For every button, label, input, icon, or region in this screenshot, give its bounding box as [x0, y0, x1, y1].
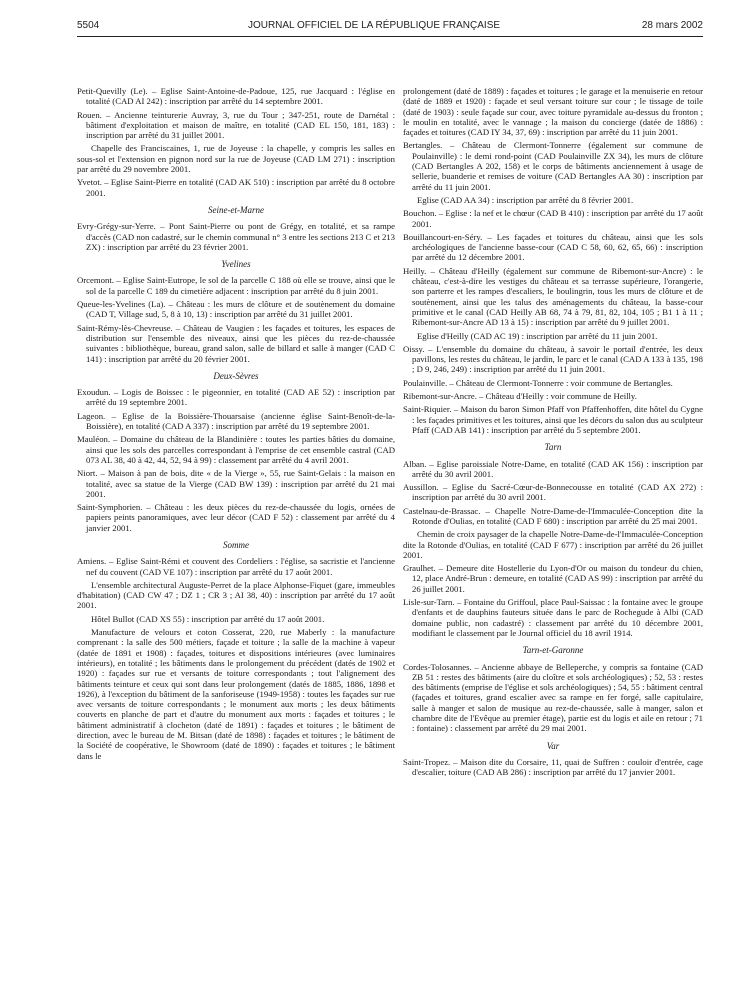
- left-column: [77, 86, 395, 986]
- commune-entry: Exoudun. – Logis de Boissec : le pigeonnier, en totalité (CAD AE 52) : inscription par arrêté du 19 septembre 2001.: [77, 387, 395, 408]
- journal-title: JOURNAL OFFICIEL DE LA RÉPUBLIQUE FRANÇAISE: [247, 20, 501, 31]
- commune-entry: Aussillon. – Eglise du Sacré-Cœur-de-Bonnecousse en totalité (CAD AX 272) : inscription par arrêté du 30 avril 2001.: [403, 482, 703, 503]
- commune-entry: Queue-les-Yvelines (La). – Château : les murs de clôture et de soutènement du domaine (CAD T, Village sud, 5, 8 à 10, 13) : inscription par arrêté du 31 juillet 2001.: [77, 299, 395, 320]
- entry-paragraph: Eglise d'Heilly (CAD AC 19) : inscription par arrêté du 11 juin 2001.: [417, 330, 658, 341]
- commune-entry: Bouillancourt-en-Séry. – Les façades et toitures du château, ainsi que les sols archéologiques de l'ancienne basse-cour (CAD C 58, 60, 62, 65, 66) : inscription par arrêté du 12 décembre 2001.: [403, 231, 703, 263]
- commune-entry: Castelnau-de-Brassac. – Chapelle Notre-Dame-de-l'Immaculée-Conception dite la Rotonde d'Oulias, en totalité (CAD F 680) : inscription par arrêté du 25 mai 2001.: [403, 505, 703, 526]
- department-heading: Tarn-et-Garonne: [522, 645, 584, 656]
- commune-entry: Oissy. – L'ensemble du domaine du château, à savoir le portail d'entrée, les deux pavillons, les restes du château, le jardin, le parc et le canal (CAD A 133 à 135, 198 ; D 9, 246, 249) : inscription par arrêté du 11 juin 2001.: [403, 343, 703, 375]
- department-heading: Somme: [223, 539, 249, 550]
- entry-paragraph: Eglise (CAD AA 34) : inscription par arrêté du 8 février 2001.: [417, 194, 634, 205]
- commune-entry: Heilly. – Château d'Heilly (également sur commune de Ribemont-sur-Ancre) : le château, c'est-à-dire les vestiges du château et sa terrasse supérieure, l'orangerie, son parterre et les rampes d'escaliers, le boulingrin, tous les murs de clôture et de soutènement, ainsi que les talus des aménagements du château, la basse-cour primitive et le canal (CAD Heilly AB 68, 74 à 79, 81, 82, 104, 105 ; B1 1 à 11 ; Ribemont-sur-Ancre AD 13 à 15) : inscription par arrêté du 9 juillet 2001.: [403, 265, 703, 328]
- entry-paragraph: Manufacture de velours et coton Cosserat, 220, rue Maberly : la manufacture comprenant : la salle des 500 métiers, façade et toiture ; la salle de la machine à vapeur (datée de 1891 et 1908) : façades, toitures et dispositions intérieures (avec luminaires intérieurs), en totalité ; les bâtiments dans le prolongement du précédent (datés de 1902 et 1920) : façades sur rue et versants de toiture correspondants ; tout l'alignement des bâtiments teinture et ceux qui sont dans leur prolongement (datés de 1885, 1886, 1898 et 1926), à l'exception du bâtiment de la sanforiseuse (1949-1958) : toutes les façades sur rue avec versants de toiture correspondants ; le monument aux morts ; les deux bâtiments couverts en planche de part et d'autre du monument aux morts : façades et toitures ; le bâtiment administratif à clocheton (daté de 1891) : façades et toitures ; le bâtiment de direction, avec le bureau de M. Bitsan (daté de 1898) : façades et toitures ; le bâtiment de la Société de coopérative, le Showroom (daté de 1890) : façades et toitures ; le bâtiment dans le: [77, 627, 395, 761]
- commune-entry: Rouen. – Ancienne teinturerie Auvray, 3, rue du Tour ; 347-251, route de Darnétal : bâtiment d'exploitation et maison de maître, en totalité (CAD EL 150, 181, 183) : inscription par arrêté du 31 juillet 2001.: [77, 109, 395, 141]
- commune-entry: Saint-Riquier. – Maison du baron Simon Pfaff von Pfaffenhoffen, dite hôtel du Cygne : les façades primitives et les toitures, ainsi que les décors du salon dus au sculpteur Pfaff (CAD AB 141) : inscription par arrêté du 5 septembre 2001.: [403, 404, 703, 435]
- header-rule: [77, 36, 703, 37]
- commune-entry: Yvetot. – Eglise Saint-Pierre en totalité (CAD AK 510) : inscription par arrêté du 8 octobre 2001.: [77, 177, 395, 198]
- commune-entry: Niort. – Maison à pan de bois, dite « de la Vierge », 55, rue Saint-Gelais : la maison en totalité, avec sa statue de la Vierge (CAD BW 139) : inscription par arrêté du 21 mai 2001.: [77, 468, 395, 499]
- commune-entry: Poulainville. – Château de Clermont-Tonnerre : voir commune de Bertangles.: [403, 377, 673, 388]
- commune-entry: Bertangles. – Château de Clermont-Tonnerre (également sur commune de Poulainville) : le demi rond-point (CAD Poulainville ZX 34), les murs de clôture (CAD Bertangles A 202, 158) et le corps de bâtiments anciennement à usage de sellerie, buanderie et remises de voiture (CAD Bertangles AA 30) : inscription par arrêté du 11 juin 2001.: [403, 140, 703, 192]
- commune-entry: Ribemont-sur-Ancre. – Château d'Heilly : voir commune de Heilly.: [403, 391, 637, 402]
- commune-entry: Graulhet. – Demeure dite Hostellerie du Lyon-d'Or ou maison du tondeur du chien, 12, place André-Brun : demeure, en totalité (CAD AS 99) : inscription par arrêté du 26 juillet 2001.: [403, 563, 703, 594]
- issue-date: 28 mars 2002: [641, 20, 703, 31]
- page-number: 5504: [77, 20, 100, 31]
- commune-entry: Petit-Quevilly (Le). – Eglise Saint-Antoine-de-Padoue, 125, rue Jacquard : l'église en totalité (CAD AI 242) : inscription par arrêté du 14 septembre 2001.: [77, 86, 395, 107]
- department-heading: Var: [546, 740, 560, 751]
- right-column: [403, 86, 703, 986]
- commune-entry: Saint-Symphorien. – Château : les deux pièces du rez-de-chaussée du logis, ornées de papiers peints panoramiques, avec leur décor (CAD F 52) : classement par arrêté du 4 janvier 2001.: [77, 502, 395, 533]
- entry-paragraph: prolongement (daté de 1889) : façades et toitures ; le garage et la menuiserie en retour (daté de 1889 et 1920) : façade et seul versant toiture sur cour ; le tissage de toile (daté de 1903) : seule façade sur cour, avec toiture pyramidale au-dessus du fronton ; le moulin en totalité, avec le vannage ; la maison du concierge (datée de 1886) : façades et toitures (CAD IY 34, 37, 69) : inscription par arrêté du 11 juin 2001.: [403, 86, 703, 138]
- department-heading: Tarn: [544, 442, 562, 453]
- department-heading: Deux-Sèvres: [213, 370, 259, 381]
- department-heading: Seine-et-Marne: [208, 204, 264, 215]
- commune-entry: Orcemont. – Eglise Saint-Eutrope, le sol de la parcelle C 188 où elle se trouve, ainsi que le sol de la parcelle C 189 du cimetière adjacent : inscription par arrêté du 8 juin 2001.: [77, 275, 395, 296]
- entry-paragraph: Chapelle des Franciscaines, 1, rue de Joyeuse : la chapelle, y compris les salles en sous-sol et l'extension en pignon nord sur la rue de Joyeuse (CAD LM 271) : inscription par arrêté du 29 novembre 2001.: [77, 143, 395, 175]
- commune-entry: Cordes-Tolosannes. – Ancienne abbaye de Belleperche, y compris sa fontaine (CAD ZB 51 : restes des bâtiments (aire du cloître et sols archéologiques) ; 52, 53 : restes des bâtiments (emprise de l'église et sols archéologiques) ; 54, 55 : bâtiment central (façades et toitures, grand escalier avec sa rampe en fer forgé, salle capitulaire, salle à manger et salon de musique au rez-de-chaussée, salle à manger, salon et chambre dite de l'Evêque au premier étage), partie est du logis et aile en retour ; 71 : fontaine) : classement par arrêté du 29 mai 2001.: [403, 661, 703, 734]
- commune-entry: Alban. – Eglise paroissiale Notre-Dame, en totalité (CAD AK 156) : inscription par arrêté du 30 avril 2001.: [403, 458, 703, 479]
- entry-paragraph: Hôtel Bullot (CAD XS 55) : inscription par arrêté du 17 août 2001.: [91, 613, 325, 624]
- entry-paragraph: Chemin de croix paysager de la chapelle Notre-Dame-de-l'Immaculée-Conception dite la Rotonde d'Oulias, en totalité (CAD F 677) : inscription par arrêté du 26 juillet 2001.: [403, 529, 703, 560]
- commune-entry: Evry-Grégy-sur-Yerre. – Pont Saint-Pierre ou pont de Grégy, en totalité, et sa rampe d'accès (CAD non cadastré, sur le chemin communal n° 3 entre les sections 213 C et 213 ZX) : inscription par arrêté du 23 février 2001.: [77, 221, 395, 252]
- commune-entry: Amiens. – Eglise Saint-Rémi et couvent des Cordeliers : l'église, sa sacristie et l'ancienne nef du couvent (CAD VE 107) : inscription par arrêté du 17 août 2001.: [77, 556, 395, 577]
- entry-paragraph: L'ensemble architectural Auguste-Perret de la place Alphonse-Fiquet (gare, immeubles d'habitation) (CAD CW 47 ; DZ 1 ; CR 3 ; AI 38, 40) : inscription par arrêté du 17 août 2001.: [77, 579, 395, 611]
- commune-entry: Lageon. – Eglise de la Boissière-Thouarsaise (ancienne église Saint-Benoît-de-la-Boissière), en totalité (CAD A 337) : inscription par arrêté du 19 septembre 2001.: [77, 410, 395, 432]
- commune-entry: Saint-Rémy-lès-Chevreuse. – Château de Vaugien : les façades et toitures, les espaces de distribution sur l'ensemble des niveaux, ainsi que les pièces du rez-de-chaussée suivantes : bibliothèque, bureau, grand salon, salle de billard et salle à manger (CAD C 141) : inscription par arrêté du 20 février 2001.: [77, 322, 395, 364]
- commune-entry: Bouchon. – Eglise : la nef et le chœur (CAD B 410) : inscription par arrêté du 17 août 2001.: [403, 208, 703, 229]
- commune-entry: Lisle-sur-Tarn. – Fontaine du Griffoul, place Paul-Saissac : la fontaine avec le groupe d'enfants et de dauphins fauteurs située dans le parc de Rochegude à Albi (CAD domaine public, non cadastré) : classement par arrêté du 10 décembre 2001, modifiant le classement par le Journal officiel du 18 avril 1914.: [403, 597, 703, 638]
- commune-entry: Saint-Tropez. – Maison dite du Corsaire, 11, quai de Suffren : couloir d'entrée, cage d'escalier, toiture (CAD AB 286) : inscription par arrêté du 17 janvier 2001.: [403, 756, 703, 778]
- commune-entry: Mauléon. – Domaine du château de la Blandinière : toutes les parties bâties du domaine, ainsi que les sols des parcelles correspondant à l'emprise de cet ensemble castral (CAD 073 AL 38, 40 à 42, 44, 52, 94 à 99) : classement par arrêté du 4 avril 2001.: [77, 434, 395, 465]
- department-heading: Yvelines: [221, 259, 251, 270]
